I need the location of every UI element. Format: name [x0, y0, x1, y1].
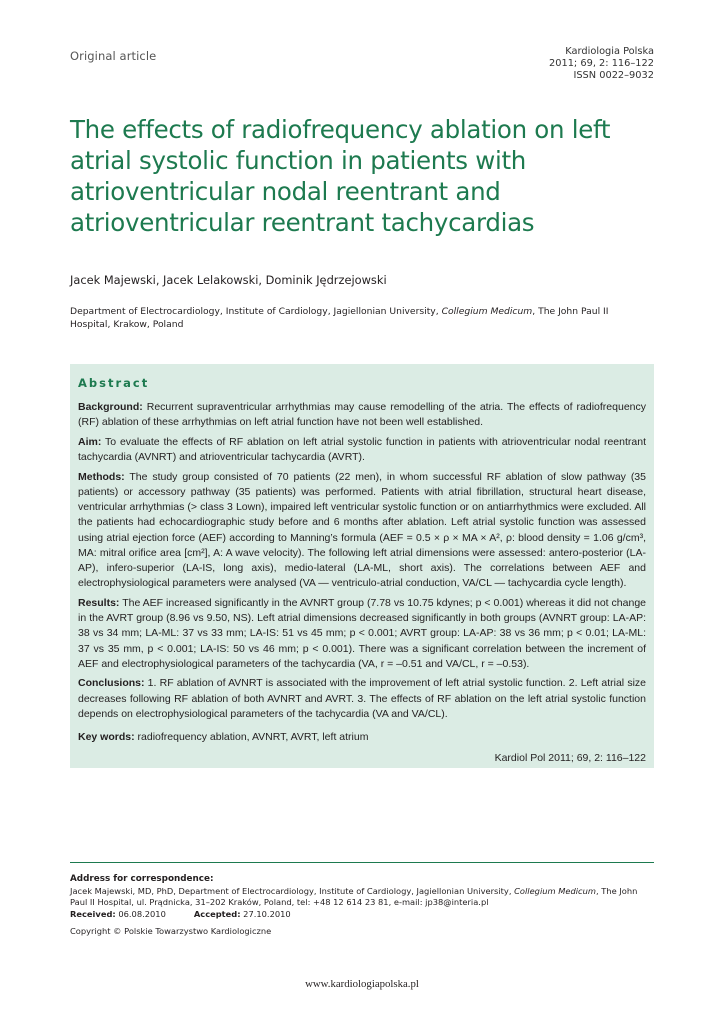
article-title: The effects of radiofrequency ablation on left atrial systolic function in patients with atrioventricular nodal reentrant and atrioventricular reentrant tachycardias [70, 115, 611, 237]
keywords-label: Key words: [78, 731, 135, 744]
affiliation-italic: Collegium Medicum [441, 306, 533, 317]
abstract-keywords [78, 730, 646, 745]
abstract-citation: Kardiol Pol 2011; 69, 2: 116–122 [494, 752, 646, 765]
journal-info [549, 46, 654, 82]
affiliation-part1: Department of Electrocardiology, Institute of Cardiology, Jagiellonian University, [70, 306, 442, 317]
abstract-conclusions [78, 676, 646, 722]
received-date: 06.08.2010 [115, 908, 166, 919]
abstract-background [78, 400, 646, 430]
footer-divider [70, 862, 654, 863]
journal-name: Kardiologia Polska [565, 46, 654, 57]
correspondence-text-a: Jacek Majewski, MD, PhD, Department of Electrocardiology, Institute of Cardiology, Jagiellonian University, [70, 885, 515, 896]
journal-website[interactable]: www.kardiologiapolska.pl [305, 978, 419, 990]
abstract-methods [78, 470, 646, 592]
correspondence-text-b: , The John Paul II Hospital, ul. Prądnicka, 31–202 Kraków, Poland, tel: +48 12 614 23 81, e-mail: jp38@interia.pl [70, 885, 638, 907]
methods-text: The study group consisted of 70 patients (22 men), in whom successful RF ablation of slow pathway (35 patients) or accessory pathway (35 patients) was performed. Patients with atrial fibrillation, structural heart disease, ventricular arrhythmias (> class 3 Lown), impaired left ventricular systolic function or on antiarrhythmics were excluded. All the patients had echocardiographic study before and 6 months after ablation. Left atrial systolic function was assessed using atrial ejection force (AEF) according to Manning’s formula (AEF = 0.5 × ρ × MA × A², ρ: blood density = 1.06 g/cm³, MA: mitral orifice area [cm²], A: A wave velocity). The following left atrial dimensions were assessed: antero-posterior (LA-AP), infero-superior (LA-IS, long axis), medio-lateral (LA-ML, short axis). The correlations between AEF and electrophysiological parameters were analysed (VA — ventriculo-atrial conduction, VA/CL — tachycardia cycle length). [78, 470, 646, 590]
background-label: Background: [78, 401, 143, 413]
keywords-text: radiofrequency ablation, AVNRT, AVRT, left atrium [134, 731, 369, 744]
aim-label: Aim: [78, 435, 102, 448]
abstract-aim [78, 435, 646, 465]
accepted-date: 27.10.2010 [240, 908, 291, 919]
results-text: The AEF increased significantly in the AVNRT group (7.78 vs 10.75 kdynes; p < 0.001) whereas it did not change in the AVRT group (8.96 vs 9.50, NS). Left atrial dimensions decreased significantly in both groups (AVNRT group: LA-AP: 38 vs 34 mm; LA-ML: 37 vs 33 mm; LA-IS: 51 vs 45 mm; p < 0.001; AVRT group: LA-AP: 38 vs 36 mm; p < 0.01; LA-ML: 37 vs 35 mm, p < 0.001; LA-IS: 50 vs 46 mm; p < 0.001). There was a significant correlation between the increment of AEF and electrophysiological parameters of the tachycardia (VA, r = –0.51 and VA/CL, r = –0.53). [78, 596, 646, 670]
results-label: Results: [78, 596, 120, 609]
journal-volume: 2011; 69, 2: 116–122 [549, 58, 654, 69]
affiliation [70, 305, 630, 331]
author-list: Jacek Majewski, Jacek Lelakowski, Dominik Jędrzejowski [70, 273, 387, 287]
background-text: Recurrent supraventricular arrhythmias may cause remodelling of the atria. The effects of radiofrequency (RF) ablation of these arrhythmias on left atrial function have not been well established. [78, 401, 646, 429]
copyright-notice: Copyright © Polskie Towarzystwo Kardiologiczne [70, 926, 272, 936]
received-label: Received: [70, 908, 116, 919]
section-label: Original article [70, 49, 157, 63]
journal-issn: ISSN 0022–9032 [573, 70, 654, 81]
aim-text: To evaluate the effects of RF ablation on left atrial systolic function in patients with atrioventricular nodal reentrant tachycardia (AVNRT) and atrioventricular tachycardia (AVRT). [78, 435, 646, 464]
methods-label: Methods: [78, 470, 125, 483]
abstract-results [78, 596, 646, 672]
correspondence-block [70, 874, 654, 920]
conclusions-label: Conclusions: [78, 677, 145, 690]
affiliation-part2: , The John Paul II Hospital, Krakow, Poland [70, 306, 609, 330]
accepted-label: Accepted: [193, 908, 241, 919]
conclusions-text: 1. RF ablation of AVNRT is associated with the improvement of left atrial systolic function. 2. Left atrial size decreases following RF ablation of both AVNRT and AVRT. 3. The effects of RF ablation on the left atrial systolic function depends on electrophysiological parameters of the tachycardia (VA and VA/CL). [78, 677, 646, 720]
correspondence-dates [70, 909, 654, 921]
abstract-heading: Abstract [78, 376, 150, 390]
correspondence-heading: Address for correspondence: [70, 874, 214, 884]
correspondence-address [70, 886, 654, 909]
correspondence-italic: Collegium Medicum [514, 885, 596, 896]
abstract-box [70, 364, 654, 768]
